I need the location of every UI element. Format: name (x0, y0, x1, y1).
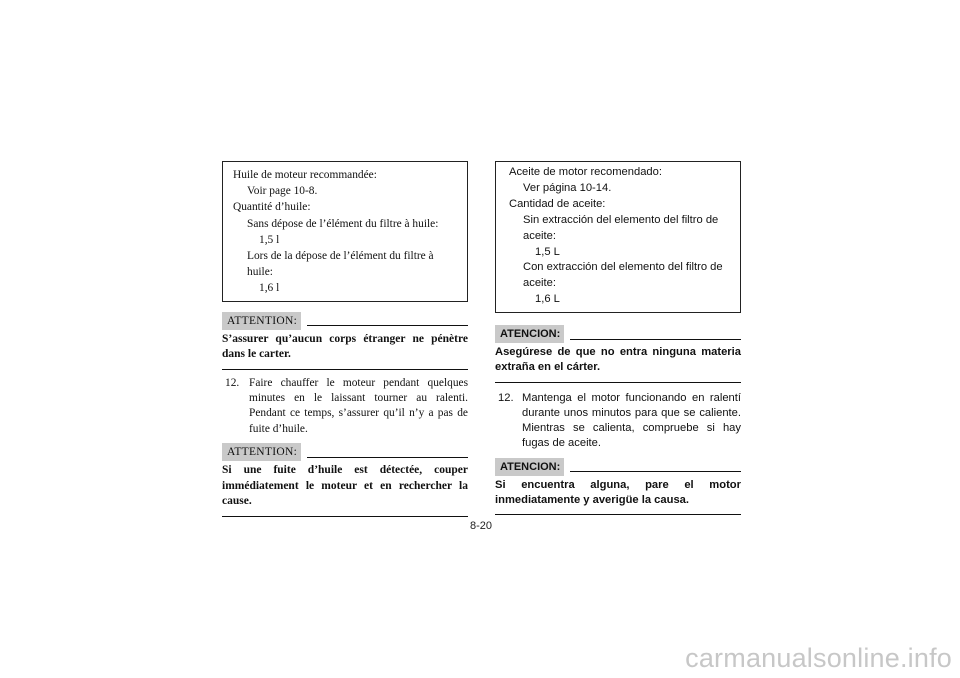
step-number: 12. (225, 376, 240, 389)
warning-foreign-matter: S’assurer qu’aucun corps étranger ne pénètre dans le carter. (222, 332, 468, 370)
attention-rule (570, 471, 741, 472)
attention-label: ATTENTION: (222, 443, 301, 461)
oil-spec-box (495, 161, 741, 313)
attention-label: ATENCION: (495, 325, 564, 343)
attention-rule (307, 325, 468, 326)
step-item (222, 376, 468, 438)
spec-page-reference: Voir page 10-8. (247, 185, 318, 198)
attention-rule (307, 457, 468, 458)
attention-label: ATENCION: (495, 458, 564, 476)
spec-without-filter-label: Sans dépose de l’élément du filtre à huile: (247, 217, 439, 230)
spec-without-filter-value: 1,5 L (535, 245, 560, 258)
spec-with-filter-value: 1,6 L (535, 293, 560, 306)
attention-header (222, 312, 468, 330)
spec-without-filter-label: Sin extracción del elemento del filtro de aceite: (523, 213, 719, 242)
attention-header (495, 325, 741, 343)
step-item (495, 391, 741, 452)
step-text: Faire chauffer le moteur pendant quelques minutes en le laissant tourner au ralenti. Pendant ce temps, s’assurer qu’il n’y a pas de fuite d’huile. (249, 376, 468, 435)
spec-with-filter-label: Lors de la dépose de l’élément du filtre à huile: (247, 250, 434, 279)
step-text: Mantenga el motor funcionando en ralentí durante unos minutos para que se caliente. Mientras se calienta, compruebe si hay fugas de aceite. (522, 391, 741, 450)
oil-spec-box (222, 161, 468, 302)
spanish-column (495, 161, 741, 515)
watermark: carmanualsonline.info (685, 643, 952, 673)
spec-without-filter-value: 1,5 l (259, 233, 280, 246)
page-number: 8-20 (470, 520, 493, 532)
spec-recommended-oil-label: Huile de moteur recommandée: (233, 169, 377, 181)
attention-header (222, 443, 468, 461)
attention-rule (570, 339, 741, 340)
attention-header (495, 458, 741, 476)
french-column (222, 161, 468, 517)
spec-page-reference: Ver página 10-14. (523, 181, 612, 194)
step-number: 12. (498, 391, 514, 404)
spec-recommended-oil-label: Aceite de motor recomendado: (509, 166, 662, 178)
warning-oil-leak: Si une fuite d’huile est détectée, couper immédiatement le moteur et en rechercher la cause. (222, 463, 468, 517)
spec-oil-quantity-label: Cantidad de aceite: (509, 197, 606, 210)
spec-with-filter-value: 1,6 l (259, 282, 280, 295)
spec-oil-quantity-label: Quantité d’huile: (233, 201, 311, 214)
attention-label: ATTENTION: (222, 312, 301, 330)
warning-oil-leak: Si encuentra alguna, pare el motor inmediatamente y averigüe la causa. (495, 478, 741, 515)
warning-foreign-matter: Asegúrese de que no entra ninguna materia extraña en el cárter. (495, 345, 741, 382)
spec-with-filter-label: Con extracción del elemento del filtro de aceite: (523, 261, 723, 290)
